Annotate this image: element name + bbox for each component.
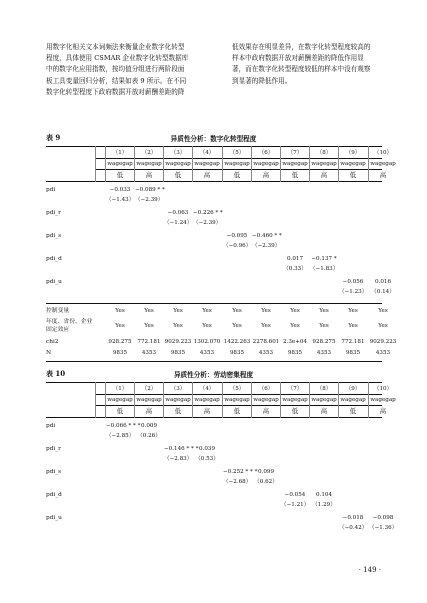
column-number: （10） [373,150,393,156]
row-label: pdi_d [46,256,62,262]
dependent-variable: wagegap [136,397,162,403]
column-divider [251,146,252,182]
column-divider [134,382,135,418]
row-value: 9029.223 [164,339,192,345]
row-value: 772.181 [341,339,365,345]
dependent-variable: wagegap [282,397,308,403]
dependent-variable: wagegap [311,397,337,403]
group-label: 低 [174,407,182,415]
group-label: 低 [349,171,357,179]
coefficient: −0.460 * * [252,233,282,239]
row-value: Yes [173,323,183,329]
t-statistic: （−2.39） [252,243,281,249]
coefficient: −0.054 [284,492,306,498]
dependent-variable: wagegap [311,161,337,167]
row-value: 4353 [316,350,332,356]
table-rule [46,303,382,304]
coefficient: −0.089 * * [135,187,165,193]
column-divider [280,382,281,418]
dependent-variable: wagegap [165,397,191,403]
column-divider [368,382,369,418]
row-label: pdi_r [46,446,61,452]
column-number: （10） [373,386,393,392]
t-statistic: （−1.83） [310,266,339,272]
column-number: （4） [199,150,215,156]
row-value: Yes [232,308,242,314]
row-value: Yes [115,308,125,314]
row-value: Yes [115,323,125,329]
group-label: 低 [349,407,357,415]
dependent-variable: wagegap [282,161,308,167]
column-divider [251,382,252,418]
group-label: 高 [262,171,270,179]
column-divider [192,382,193,418]
column-divider [338,146,339,182]
row-label: pdi [46,423,56,429]
row-value: Yes [261,323,271,329]
table-title: 异质性分析：数字化转型程度 [170,135,257,143]
column-number: （9） [345,150,361,156]
group-label: 低 [233,407,241,415]
t-statistic: （−1.23） [339,289,368,295]
row-value: 9835 [345,350,361,356]
t-statistic: （−2.39） [135,197,164,203]
table-rule [95,394,382,395]
group-label: 高 [145,171,153,179]
row-value: 1302.070 [193,339,221,345]
row-value: Yes [144,323,154,329]
dependent-variable: wagegap [224,161,250,167]
coefficient: 0.016 [374,279,391,285]
group-label: 高 [379,171,387,179]
coefficient: 0.039 [198,446,215,452]
dependent-variable: wagegap [224,397,250,403]
row-value: Yes [378,308,388,314]
row-label: 年度、省份、企业固定效应 [46,319,93,333]
row-label: pdi_d [46,492,62,498]
row-value: 9835 [170,350,186,356]
row-value: 4353 [141,350,157,356]
row-label: pdi_s [46,469,62,475]
dependent-variable: wagegap [165,161,191,167]
group-label: 高 [379,407,387,415]
row-value: Yes [319,308,329,314]
coefficient: 0.104 [315,492,332,498]
table-rule [46,181,382,182]
row-value: Yes [290,308,300,314]
dependent-variable: wagegap [194,397,220,403]
t-statistic: （−0.96） [223,243,252,249]
row-label: 控制变量 [46,308,70,314]
column-number: （5） [229,150,245,156]
table-label: 表 10 [46,369,66,378]
row-value: 928.275 [312,339,336,345]
column-divider [338,382,339,418]
group-label: 低 [174,171,182,179]
table-rule [46,382,382,383]
text-line: 数字化转型程度下政府数据开放对薪酬差距的降 [46,87,185,96]
dependent-variable: wagegap [107,161,133,167]
column-number: （3） [170,386,186,392]
table-rule [95,169,382,170]
row-label: pdi_s [46,233,62,239]
t-statistic: （0.14） [371,289,395,295]
t-statistic: （0.53） [195,456,219,462]
group-label: 高 [145,407,153,415]
t-statistic: （−2.68） [223,479,252,485]
column-number: （3） [170,150,186,156]
column-divider [105,382,106,418]
row-value: 1422.263 [223,339,251,345]
column-divider [192,146,193,182]
row-value: Yes [348,308,358,314]
column-divider [95,382,96,418]
row-value: Yes [232,323,242,329]
text-line: 著，而在数字化转型程度较低的样本中没有观察 [232,65,371,74]
row-value: Yes [202,308,212,314]
row-value: 2.3e+04 [282,339,307,345]
table-label: 表 9 [46,133,61,142]
row-label: pdi_r [46,210,61,216]
table-rule [46,417,382,418]
table-rule [46,146,382,147]
row-value: 4353 [199,350,215,356]
page-number: · 149 · [358,566,381,574]
column-number: （1） [112,150,128,156]
column-divider [134,146,135,182]
text-line: 用数字化相关文本词频法来衡量企业数字化转型 [46,43,185,51]
coefficient: −0.066 * * * [106,423,141,429]
t-statistic: （0.26） [137,433,161,439]
coefficient: −0.146 * * * [164,446,199,452]
dependent-variable: wagegap [340,161,366,167]
row-value: 772.181 [137,339,161,345]
table-rule [95,405,382,406]
text-line: 低效果存在明显差异，在数字化转型程度较高的 [232,43,371,51]
column-divider [280,146,281,182]
column-number: （5） [229,386,245,392]
row-value: Yes [173,308,183,314]
t-statistic: （−1.24） [164,220,193,226]
group-label: 高 [320,407,328,415]
column-number: （1） [112,386,128,392]
coefficient: −0.056 [342,279,364,285]
group-label: 高 [262,407,270,415]
coefficient: 0.017 [286,256,303,262]
column-divider [309,146,310,182]
coefficient: −0.018 [342,515,364,521]
row-value: 2278.601 [252,339,280,345]
t-statistic: （0.33） [283,266,307,272]
row-value: 928.275 [108,339,132,345]
row-value: 9029.223 [369,339,397,345]
column-divider [309,382,310,418]
row-value: Yes [348,323,358,329]
row-value: 4353 [375,350,391,356]
row-label: pdi_u [46,515,62,521]
column-number: （4） [199,386,215,392]
row-value: 9835 [229,350,245,356]
row-value: 9835 [112,350,128,356]
column-number: （8） [316,386,332,392]
text-line: 样本中政府数据开放对薪酬差距的降低作用显 [232,54,364,63]
row-value: Yes [144,308,154,314]
coefficient: 0.099 [257,469,274,475]
row-label: pdi [46,187,56,193]
dependent-variable: wagegap [136,161,162,167]
column-divider [95,146,96,182]
column-number: （8） [316,150,332,156]
t-statistic: （−1.21） [281,502,310,508]
row-value: 9835 [287,350,303,356]
group-label: 高 [203,407,211,415]
text-line: 程度，具体使用 CSMAR 企业数字化转型数据库 [46,54,189,63]
column-number: （6） [258,386,274,392]
group-label: 低 [291,407,299,415]
row-label: pdi_u [46,279,62,285]
column-number: （7） [287,386,303,392]
dependent-variable: wagegap [340,397,366,403]
dependent-variable: wagegap [370,161,396,167]
t-statistic: （−2.83） [164,456,193,462]
coefficient: −0.098 [372,515,394,521]
coefficient: −0.137 * [311,256,337,262]
t-statistic: （−2.85） [106,433,135,439]
row-value: Yes [290,323,300,329]
group-label: 低 [116,171,124,179]
row-value: Yes [378,323,388,329]
row-value: Yes [261,308,271,314]
column-divider [163,146,164,182]
column-divider [368,146,369,182]
row-value: Yes [319,323,329,329]
coefficient: −0.033 [109,187,131,193]
row-value: 4353 [258,350,274,356]
t-statistic: （−2.39） [193,220,222,226]
row-label: N [46,350,52,356]
coefficient: −0.095 [226,233,248,239]
t-statistic: （1.29） [312,502,336,508]
coefficient: −0.252 * * * [223,469,258,475]
table-rule [95,158,382,159]
column-divider [222,382,223,418]
table-rule [46,361,382,362]
column-number: （2） [141,386,157,392]
dependent-variable: wagegap [194,161,220,167]
t-statistic: （−0.42） [339,525,368,531]
dependent-variable: wagegap [370,397,396,403]
group-label: 高 [203,171,211,179]
column-number: （7） [287,150,303,156]
group-label: 低 [116,407,124,415]
column-divider [222,146,223,182]
t-statistic: （−1.43） [106,197,135,203]
row-label: chi2 [46,339,59,345]
text-line: 到显著的降低作用。 [232,76,292,85]
group-label: 低 [233,171,241,179]
coefficient: −0.226 * * [193,210,223,216]
group-label: 高 [320,171,328,179]
dependent-variable: wagegap [253,161,279,167]
dependent-variable: wagegap [107,397,133,403]
text-line: 板工具变量回归分析，结果如表 9 所示。在不同 [46,76,187,85]
column-divider [105,146,106,182]
t-statistic: （0.62） [254,479,278,485]
body-text-left [46,42,218,98]
row-value: Yes [202,323,212,329]
table-title: 异质性分析：劳动密集程度 [173,371,254,379]
coefficient: 0.009 [140,423,157,429]
column-number: （2） [141,150,157,156]
t-statistic: （−1.36） [369,525,398,531]
body-text-right [232,42,404,87]
column-number: （6） [258,150,274,156]
group-label: 低 [291,171,299,179]
dependent-variable: wagegap [253,397,279,403]
text-line: 中的数字化应用指数，按均值分组进行两阶段面 [46,65,185,74]
column-number: （9） [345,386,361,392]
column-divider [163,382,164,418]
coefficient: −0.063 [167,210,189,216]
